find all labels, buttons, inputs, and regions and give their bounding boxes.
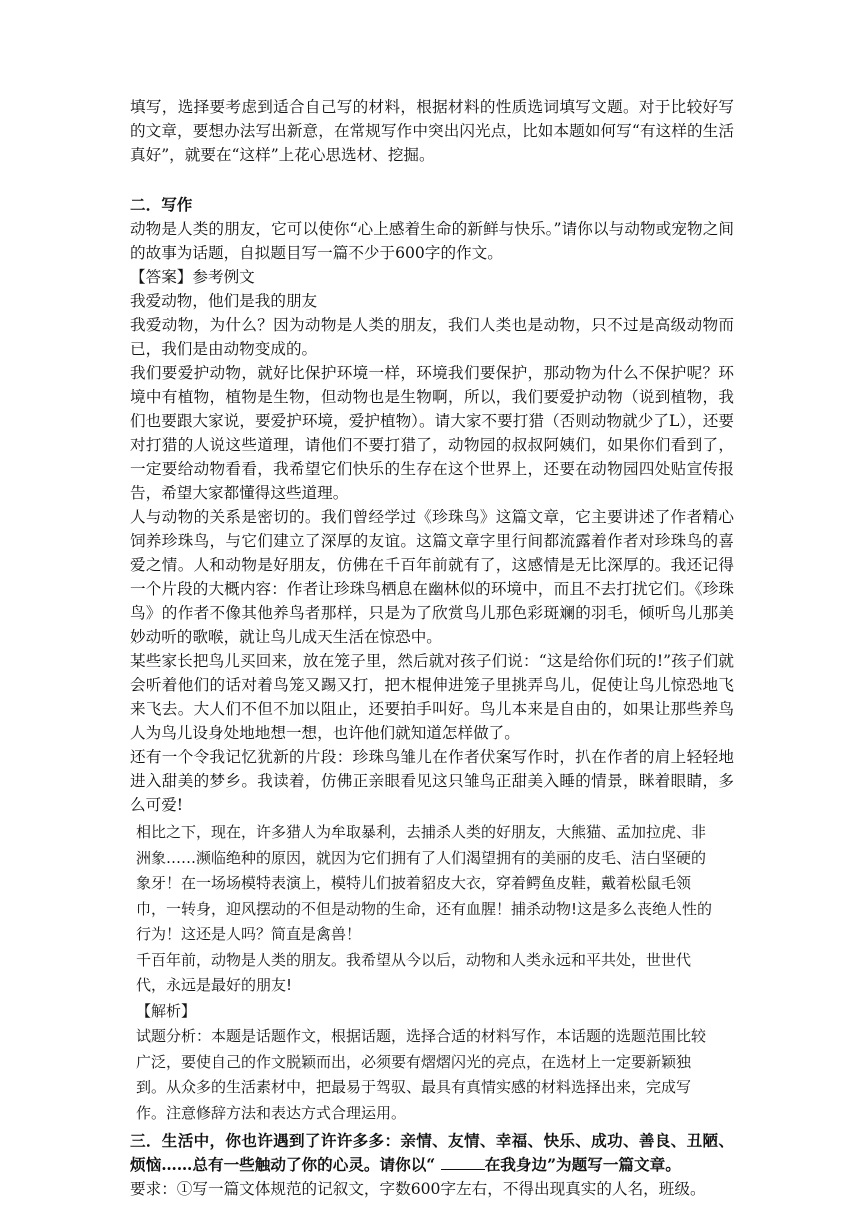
- analysis-text: 试题分析：本题是话题作文，根据话题，选择合适的材料写作，本话题的选题范围比较广泛，要使自己的作文脱颖而出，必须要有熠熠闪光的亮点，在选材上一定要新颖独到。从众多的生活素材中，把最易于驾驭、最具有真情实感的材料选择出来，完成写作。注意修辞方法和表达方式合理运用。: [136, 1027, 707, 1122]
- essay-paragraph: 还有一个令我记忆犹新的片段：珍珠鸟雏儿在作者伏案写作时，扒在作者的肩上轻轻地进入甜美的梦乡。我读着，仿佛正亲眼看见这只雏鸟正甜美入睡的情景，眯着眼睛，多么可爱!: [130, 748, 734, 814]
- section-3-requirement: 要求：①写一篇文体规范的记叙文，字数600字左右，不得出现真实的人名，班级。: [130, 1180, 706, 1198]
- fill-in-blank: [441, 1155, 485, 1170]
- intro-paragraph: 填写，选择要考虑到适合自己写的材料，根据材料的性质选词填写文题。对于比较好写的文章，要想办法写出新意，在常规写作中突出闪光点，比如本题如何写“有这样的生活真好”，就要在“这样”上花心思选材、挖掘。: [130, 98, 734, 164]
- answer-label: 【答案】参考例文: [130, 268, 255, 286]
- essay-paragraph: 人与动物的关系是密切的。我们曾经学过《珍珠鸟》这篇文章，它主要讲述了作者精心饲养珍珠鸟，与它们建立了深厚的友谊。这篇文章字里行间都流露着作者对珍珠鸟的喜爱之情。人和动物是好朋友，仿佛在千百年前就有了，这感情是无比深厚的。我还记得一个片段的大概内容：作者让珍珠鸟栖息在幽林似的环境中，而且不去打扰它们。《珍珠鸟》的作者不像其他养鸟者那样，只是为了欣赏鸟儿那色彩斑斓的羽毛，倾听鸟儿那美妙动听的歌喉，就让鸟儿成天生活在惊恐中。: [130, 508, 734, 646]
- essay-paragraph: 我爱动物，为什么？因为动物是人类的朋友，我们人类也是动物，只不过是高级动物而已，我们是由动物变成的。: [130, 316, 734, 358]
- essay-title: 我爱动物，他们是我的朋友: [130, 292, 318, 310]
- section-3-prompt-before: 三．生活中，你也许遇到了许许多多：亲情、友情、幸福、快乐、成功、善良、丑陋、烦恼……总有一些触动了你的心灵。请你以“: [130, 1131, 734, 1174]
- section-spacer: [130, 167, 734, 193]
- scanned-paragraph: 相比之下，现在，许多猎人为牟取暴利，去捕杀人类的好朋友，大熊猫、孟加拉虎、非洲象……濒临绝种的原因，就因为它们拥有了人们渴望拥有的美丽的皮毛、洁白坚硬的象牙！在一场场模特表演上，模特儿们披着貂皮大衣，穿着鳄鱼皮鞋，戴着松鼠毛领巾，一转身，迎风摆动的不但是动物的生命，还有血腥！捕杀动物!这是多么丧绝人性的行为！这还是人吗？简直是禽兽！: [136, 823, 713, 943]
- section-3-prompt-after: 在我身边”为题写一篇文章。: [484, 1155, 681, 1174]
- section-3-prompt: [130, 1129, 734, 1177]
- essay-paragraph: 某些家长把鸟儿买回来，放在笼子里，然后就对孩子们说：“这是给你们玩的!”孩子们就会听着他们的话对着鸟笼又踢又打，把木棍伸进笼子里挑弄鸟儿，促使让鸟儿惊恐地飞来飞去。大人们不但不加以阻止，还要拍手叫好。鸟儿本来是自由的，如果让那些养鸟人为鸟儿设身处地地想一想，也许他们就知道怎样做了。: [130, 652, 734, 742]
- document-page: [130, 95, 734, 1201]
- essay-paragraph: 我们要爱护动物，就好比保护环境一样，环境我们要保护，那动物为什么不保护呢？环境中有植物，植物是生物，但动物也是生物啊，所以，我们要爱护动物（说到植物，我们也要跟大家说，要爱护环境，爱护植物）。请大家不要打猎（否则动物就少了L），还要对打猎的人说这些道理，请他们不要打猎了，动物园的叔叔阿姨们，如果你们看到了，一定要给动物看看，我希望它们快乐的生存在这个世界上，还要在动物园四处贴宣传报告，希望大家都懂得这些道理。: [130, 364, 734, 502]
- analysis-label: 【解析】: [136, 1001, 197, 1020]
- section-2-heading: 二．写作: [130, 195, 193, 214]
- scanned-text-block: [136, 820, 716, 1126]
- scanned-paragraph: 千百年前，动物是人类的朋友。我希望从今以后，动物和人类永远和平共处，世世代代，永远是最好的朋友!: [136, 950, 692, 994]
- section-2-prompt: 动物是人类的朋友，它可以使你“心上感着生命的新鲜与快乐。”请你以与动物或宠物之间的故事为话题，自拟题目写一篇不少于600字的作文。: [130, 220, 734, 262]
